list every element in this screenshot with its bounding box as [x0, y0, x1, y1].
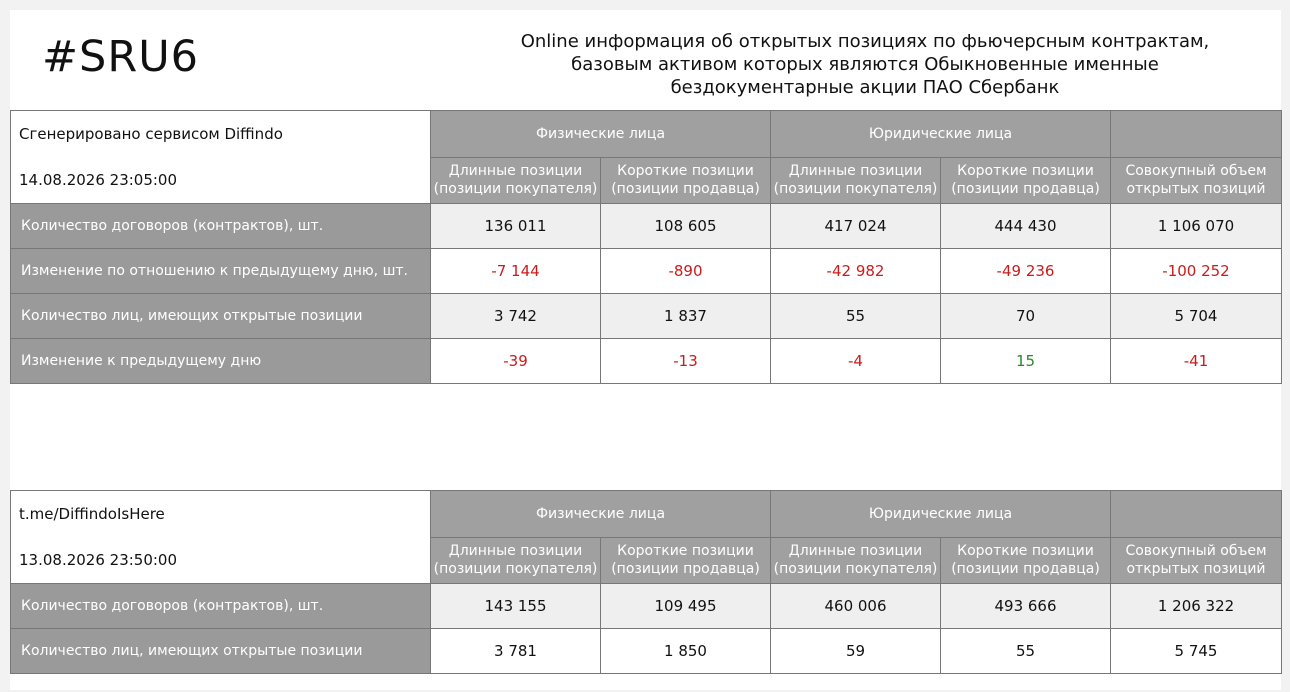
headline-line: Online информация об открытых позициях по фьючерсным контрактам,	[520, 31, 1210, 52]
group-header-legal: Юридические лица	[771, 111, 1111, 158]
value-cell: -49 236	[941, 249, 1111, 294]
table-row	[11, 339, 1282, 384]
value-cell: 417 024	[771, 204, 941, 249]
table-row	[11, 204, 1282, 249]
col-header-short: Короткие позиции (позиции продавца)	[941, 157, 1111, 204]
value-cell: 59	[771, 629, 941, 674]
value-cell: 143 155	[431, 584, 601, 629]
value-cell: 70	[941, 294, 1111, 339]
value-cell: -13	[601, 339, 771, 384]
row-label: Количество договоров (контрактов), шт.	[11, 204, 431, 249]
value-cell: 3 742	[431, 294, 601, 339]
value-cell: 55	[771, 294, 941, 339]
col-header-short: Короткие позиции (позиции продавца)	[941, 537, 1111, 584]
row-label: Количество лиц, имеющих открытые позиции	[11, 629, 431, 674]
row-label: Изменение к предыдущему дню	[11, 339, 431, 384]
value-cell: 444 430	[941, 204, 1111, 249]
source-link: t.me/DiffindoIsHere	[19, 505, 165, 523]
value-cell: 460 006	[771, 584, 941, 629]
col-header-long: Длинные позиции (позиции покупателя)	[771, 157, 941, 204]
value-cell: -41	[1111, 339, 1282, 384]
value-cell: 1 850	[601, 629, 771, 674]
group-header-individuals: Физические лица	[431, 111, 771, 158]
value-cell: -4	[771, 339, 941, 384]
ticker-title: #SRU6	[42, 32, 200, 82]
col-header-short: Короткие позиции (позиции продавца)	[601, 537, 771, 584]
value-cell: 5 745	[1111, 629, 1282, 674]
value-cell: 1 106 070	[1111, 204, 1282, 249]
col-header-total: Совокупный объем открытых позиций	[1111, 157, 1282, 204]
value-cell: 136 011	[431, 204, 601, 249]
value-cell: -7 144	[431, 249, 601, 294]
col-header-long: Длинные позиции (позиции покупателя)	[431, 157, 601, 204]
table-row	[11, 584, 1282, 629]
source-label: Сгенерировано сервисом Diffindo	[19, 125, 283, 143]
value-cell: 15	[941, 339, 1111, 384]
headline-line: бездокументарные акции ПАО Сбербанк	[670, 77, 1060, 98]
row-label: Количество договоров (контрактов), шт.	[11, 584, 431, 629]
value-cell: 493 666	[941, 584, 1111, 629]
row-label: Изменение по отношению к предыдущему дню, шт.	[11, 249, 431, 294]
positions-table-previous	[10, 490, 1282, 674]
value-cell: -39	[431, 339, 601, 384]
headline-line: базовым активом которых являются Обыкновенные именные	[571, 54, 1159, 75]
table-row	[11, 629, 1282, 674]
positions-table-current	[10, 110, 1282, 384]
report-sheet	[10, 10, 1281, 690]
value-cell: 1 837	[601, 294, 771, 339]
value-cell: -42 982	[771, 249, 941, 294]
col-header-short: Короткие позиции (позиции продавца)	[601, 157, 771, 204]
value-cell: 3 781	[431, 629, 601, 674]
group-header-legal: Юридические лица	[771, 491, 1111, 538]
snapshot-datetime: 13.08.2026 23:50:00	[19, 551, 178, 569]
row-label: Количество лиц, имеющих открытые позиции	[11, 294, 431, 339]
value-cell: 5 704	[1111, 294, 1282, 339]
group-header-empty	[1111, 491, 1282, 538]
col-header-long: Длинные позиции (позиции покупателя)	[771, 537, 941, 584]
value-cell: -890	[601, 249, 771, 294]
value-cell: 109 495	[601, 584, 771, 629]
table-info-cell	[11, 111, 431, 204]
table-info-cell	[11, 491, 431, 584]
value-cell: 55	[941, 629, 1111, 674]
value-cell: -100 252	[1111, 249, 1282, 294]
group-header-empty	[1111, 111, 1282, 158]
col-header-total: Совокупный объем открытых позиций	[1111, 537, 1282, 584]
col-header-long: Длинные позиции (позиции покупателя)	[431, 537, 601, 584]
snapshot-datetime: 14.08.2026 23:05:00	[19, 171, 178, 189]
group-header-individuals: Физические лица	[431, 491, 771, 538]
table-row	[11, 294, 1282, 339]
value-cell: 108 605	[601, 204, 771, 249]
value-cell: 1 206 322	[1111, 584, 1282, 629]
table-row	[11, 249, 1282, 294]
report-headline	[465, 30, 1265, 99]
